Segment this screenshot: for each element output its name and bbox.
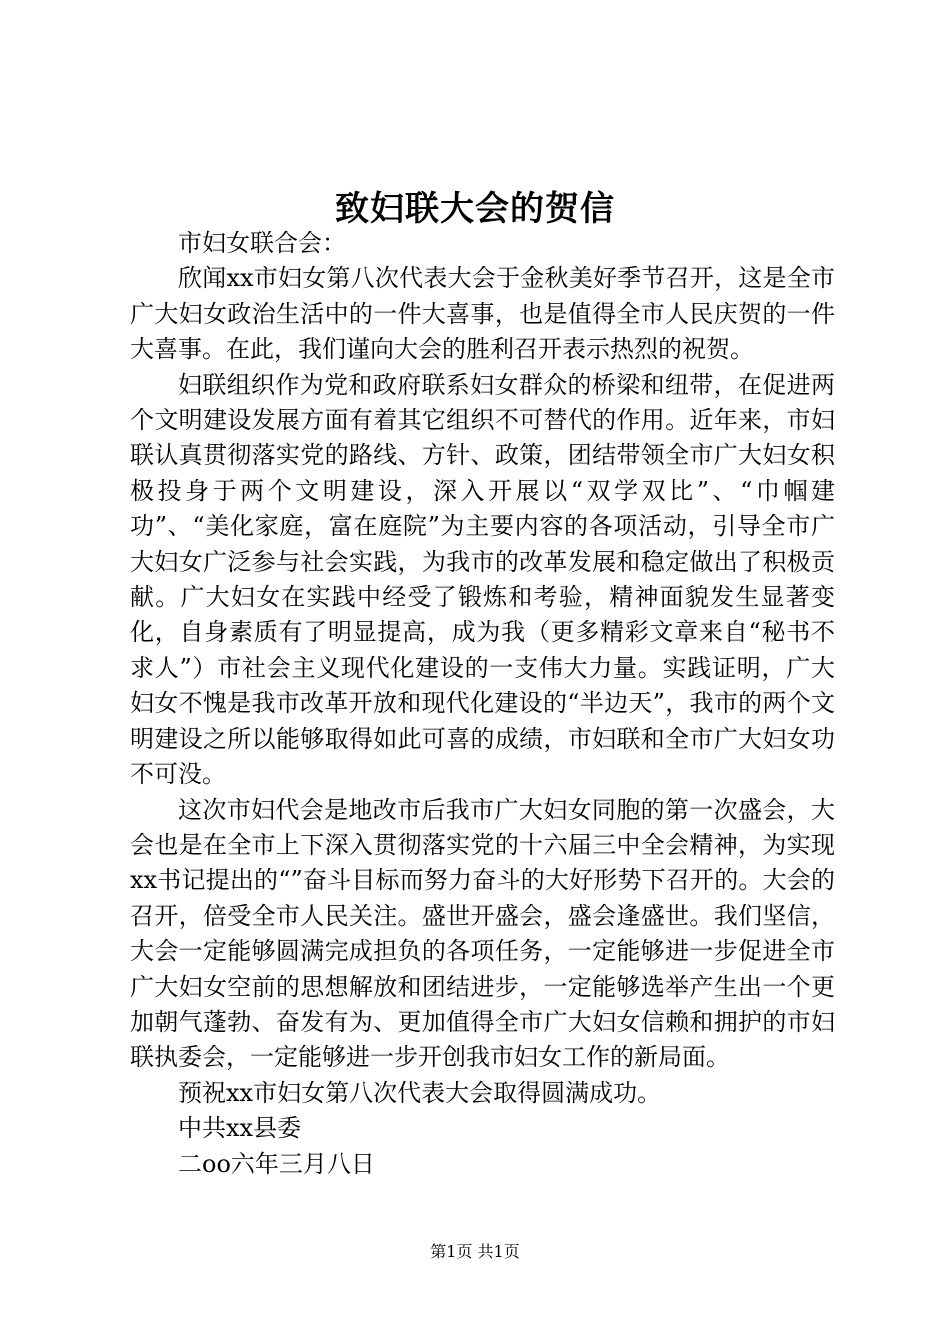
- paragraph-2: 妇联组织作为党和政府联系妇女群众的桥梁和纽带，在促进两个文明建设发展方面有着其它组织不可替代的作用。近年来，市妇联认真贯彻落实党的路线、方针、政策，团结带领全市广大妇女积极投身于两个文明建设，深入开展以“双学双比”、“巾帼建功”、“美化家庭，富在庭院”为主要内容的各项活动，引导全市广大妇女广泛参与社会实践，为我市的改革发展和稳定做出了积极贡献。广大妇女在实践中经受了锻炼和考验，精神面貌发生显著变化，自身素质有了明显提高，成为我（更多精彩文章来自“秘书不求人”）市社会主义现代化建设的一支伟大力量。实践证明，广大妇女不愧是我市改革开放和现代化建设的“半边天”，我市的两个文明建设之所以能够取得如此可喜的成绩，市妇联和全市广大妇女功不可没。: [130, 370, 835, 789]
- salutation: 市妇女联合会：: [178, 229, 346, 257]
- signature: 中共xx县委: [178, 1114, 302, 1143]
- date-line: 二oo六年三月八日: [178, 1149, 375, 1178]
- paragraph-1: 欣闻xx市妇女第八次代表大会于金秋美好季节召开，这是全市广大妇女政治生活中的一件大喜事，也是值得全市人民庆贺的一件大喜事。在此，我们谨向大会的胜利召开表示热烈的祝贺。: [130, 264, 835, 364]
- closing-wish: 预祝xx市妇女第八次代表大会取得圆满成功。: [178, 1078, 662, 1107]
- paragraph-3: 这次市妇代会是地改市后我市广大妇女同胞的第一次盛会，大会也是在全市上下深入贯彻落实党的十六届三中全会精神，为实现xx书记提出的“”奋斗目标而努力奋斗的大好形势下召开的。大会的召开，倍受全市人民关注。盛世开盛会，盛会逢盛世。我们坚信，大会一定能够圆满完成担负的各项任务，一定能够进一步促进全市广大妇女空前的思想解放和团结进步，一定能够选举产生出一个更加朝气蓬勃、奋发有为、更加值得全市广大妇女信赖和拥护的市妇联执委会，一定能够进一步开创我市妇女工作的新局面。: [130, 795, 835, 1072]
- page-footer: 第1页 共1页: [430, 1242, 520, 1261]
- document-title: 致妇联大会的贺信: [335, 189, 615, 229]
- letter-body: [130, 226, 835, 1182]
